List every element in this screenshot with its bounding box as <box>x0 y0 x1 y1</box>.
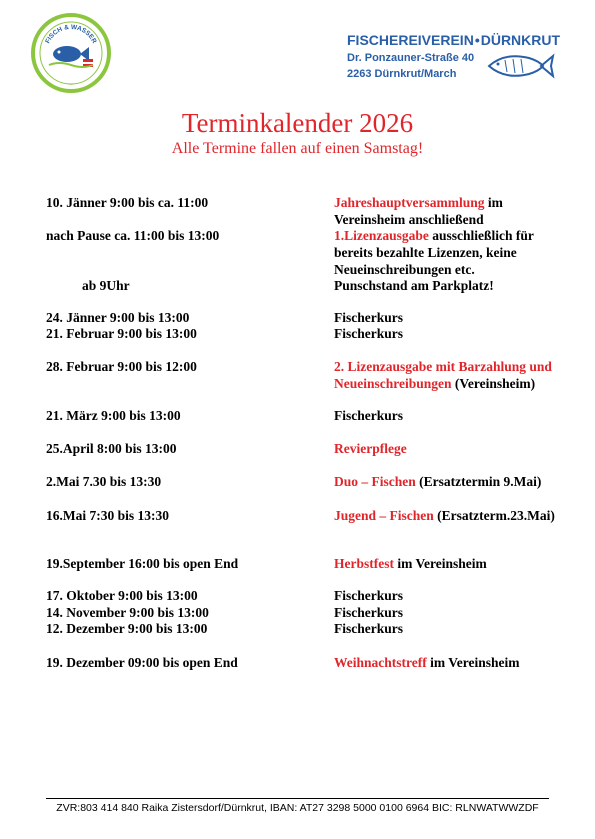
entry-date: 2.Mai 7.30 bis 13:30 <box>46 474 162 489</box>
entry-date: 12. Dezember 9:00 bis 13:00 <box>46 621 208 636</box>
entry-description: Herbstfest im Vereinsheim <box>334 556 487 571</box>
org-name <box>347 32 560 48</box>
entry-description: Revierpflege <box>334 441 407 456</box>
entry-date: 21. März 9:00 bis 13:00 <box>46 408 181 423</box>
entry-date: 28. Februar 9:00 bis 12:00 <box>46 359 197 374</box>
entry-description-line: bereits bezahlte Lizenzen, keine <box>334 245 517 260</box>
entry-description: Jahreshauptversammlung im <box>334 195 503 210</box>
entry-description: 2. Lizenzausgabe mit Barzahlung und <box>334 359 552 374</box>
entry-description: Fischerkurs <box>334 605 403 620</box>
fish-icon <box>485 50 555 82</box>
entry-date: 19. Dezember 09:00 bis open End <box>46 655 238 670</box>
entry-date: 24. Jänner 9:00 bis 13:00 <box>46 310 190 325</box>
entry-description: Fischerkurs <box>334 588 403 603</box>
org-name-part2: DÜRNKRUT <box>480 32 561 48</box>
page-subtitle: Alle Termine fallen auf einen Samstag! <box>171 140 424 157</box>
entry-description: Fischerkurs <box>334 326 403 341</box>
entry-description: 1.Lizenzausgabe ausschließlich für <box>334 228 534 243</box>
entry-description-line: Neueinschreibungen (Vereinsheim) <box>334 376 536 391</box>
entry-date: 17. Oktober 9:00 bis 13:00 <box>46 588 198 603</box>
entry-description: Fischerkurs <box>334 621 403 636</box>
entry-date: 21. Februar 9:00 bis 13:00 <box>46 326 197 341</box>
org-name-part1: FISCHEREIVEREIN <box>347 32 474 48</box>
entry-description-line: Vereinsheim anschließend <box>334 212 484 227</box>
entry-description: Fischerkurs <box>334 310 403 325</box>
entry-description: Duo – Fischen (Ersatztermin 9.Mai) <box>334 474 542 489</box>
entry-description: Weihnachtstreff im Vereinsheim <box>334 655 520 670</box>
entry-date: 16.Mai 7:30 bis 13:30 <box>46 508 169 523</box>
svg-text:... <box>69 82 72 86</box>
footer-bank-info: ZVR:803 414 840 Raika Zistersdorf/Dürnkrut, IBAN: AT27 3298 5000 0100 6964 BIC: RLNWATWWZDF <box>56 802 539 814</box>
org-city: 2263 Dürnkrut/March <box>347 68 457 80</box>
org-street: Dr. Ponzauner-Straße 40 <box>347 52 475 64</box>
logo-top-text: FISCH & WASSER <box>44 23 98 45</box>
club-logo <box>31 13 111 93</box>
entry-date: 10. Jänner 9:00 bis ca. 11:00 <box>46 195 209 210</box>
footer-divider <box>46 798 549 799</box>
entry-description-line: Neueinschreibungen etc. <box>334 262 475 277</box>
org-name-separator: • <box>474 32 480 48</box>
entry-description: Fischerkurs <box>334 408 403 423</box>
logo-bottom-text: ... <box>69 81 73 86</box>
entry-date: 14. November 9:00 bis 13:00 <box>46 605 209 620</box>
entry-date: 19.September 16:00 bis open End <box>46 556 239 571</box>
entry-description: Punschstand am Parkplatz! <box>334 278 494 293</box>
entry-date: ab 9Uhr <box>82 278 130 293</box>
entry-description: Jugend – Fischen (Ersatzterm.23.Mai) <box>334 508 555 523</box>
entry-date: nach Pause ca. 11:00 bis 13:00 <box>46 228 220 243</box>
page-title: Terminkalender 2026 <box>181 108 414 138</box>
entry-date: 25.April 8:00 bis 13:00 <box>46 441 177 456</box>
